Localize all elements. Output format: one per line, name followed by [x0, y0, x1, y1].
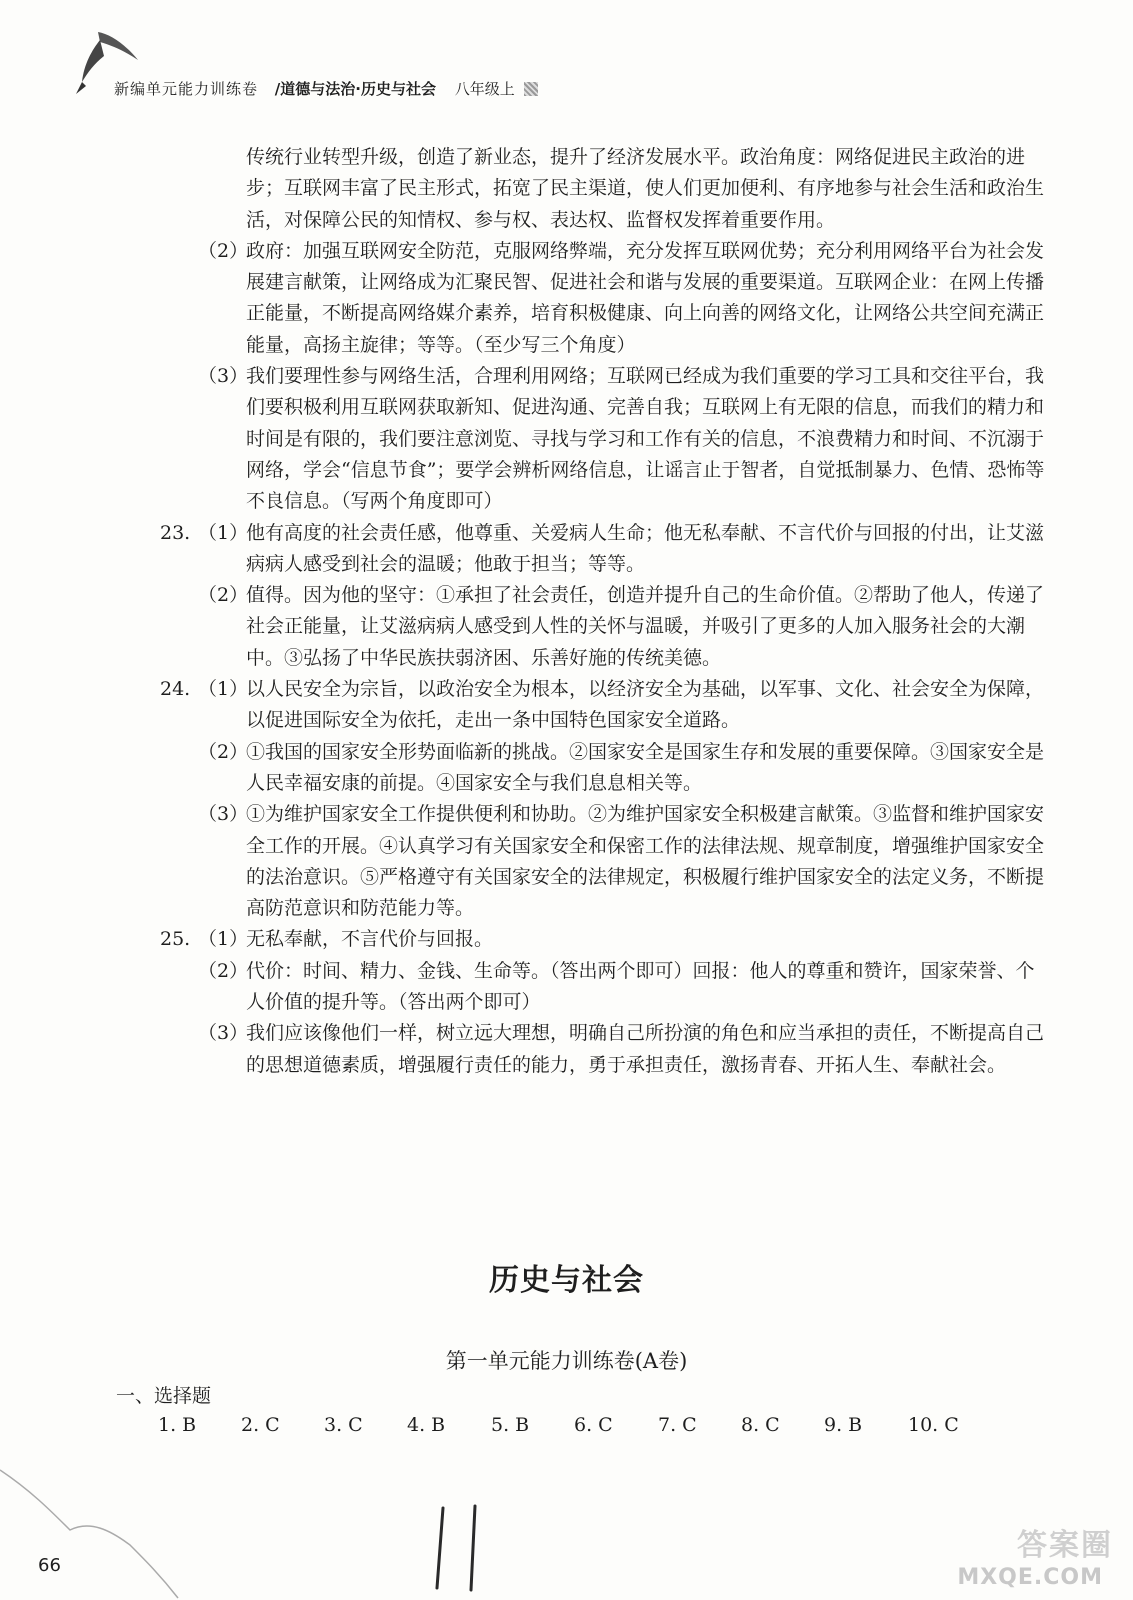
item-text: 代价：时间、精力、金钱、生命等。（答出两个即可）回报：他人的尊重和赞许，国家荣誉、个人价值的提升等。（答出两个即可） — [246, 959, 1035, 1014]
grade-label: 八年级上 — [454, 80, 515, 98]
question-type-heading: 一、选择题 — [116, 1385, 212, 1407]
handwritten-mark — [425, 1500, 505, 1595]
answer-key: 7. C — [658, 1414, 697, 1436]
question-number: 24. — [160, 678, 191, 701]
item-text: ①我国的国家安全形势面临新的挑战。②国家安全是国家生存和发展的重要保障。③国家安全是人民幸福安康的前提。④国家安全与我们息息相关等。 — [246, 740, 1045, 794]
answer-key: 2. C — [241, 1414, 280, 1436]
subject-title: /道德与法治·历史与社会 — [274, 80, 436, 98]
item-number: （1） — [198, 678, 249, 701]
answer-item — [160, 674, 1050, 737]
question-number: 25. — [160, 928, 191, 951]
answer-item — [160, 737, 1050, 800]
answer-key: 8. C — [741, 1414, 780, 1436]
answer-key: 9. B — [824, 1414, 863, 1436]
item-text: 我们应该像他们一样，树立远大理想，明确自己所扮演的角色和应当承担的责任，不断提高自己的思想道德素质，增强履行责任的能力，勇于承担责任，激扬青春、开拓人生、奉献社会。 — [246, 1022, 1045, 1076]
answer-key: 3. C — [324, 1414, 363, 1436]
answer-item — [160, 580, 1050, 674]
answer-item — [160, 518, 1050, 581]
item-number: （3） — [198, 803, 249, 826]
answer-item — [160, 956, 1050, 1019]
item-number: （2） — [198, 959, 249, 982]
answer-key: 6. C — [574, 1414, 613, 1436]
unit-title: 第一单元能力训练卷(A卷) — [445, 1349, 688, 1373]
item-text: 无私奉献，不言代价与回报。 — [246, 928, 494, 951]
item-text: ①为维护国家安全工作提供便利和协助。②为维护国家安全积极建言献策。③监督和维护国家安全工作的开展。④认真学习有关国家安全和保密工作的法律法规、规章制度，增强维护国家安全的法治意识。⑤严格遵守有关国家安全的法律规定，积极履行维护国家安全的法定义务，不断提高防范意识和防范能力等。 — [246, 803, 1045, 920]
item-number: （3） — [198, 1022, 249, 1045]
page-header — [70, 22, 630, 112]
item-number: （2） — [198, 740, 249, 763]
item-text: 他有高度的社会责任感，他尊重、关爱病人生命；他无私奉献、不言代价与回报的付出，让艾滋病病人感受到社会的温暖；他敢于担当；等等。 — [246, 521, 1045, 575]
book-title: 新编单元能力训练卷 — [114, 80, 259, 98]
watermark-url: MXQE.COM — [957, 1565, 1103, 1590]
item-number: （1） — [198, 521, 249, 544]
header-title — [114, 78, 538, 99]
answer-item — [160, 361, 1050, 517]
decorative-swoosh-icon — [0, 1450, 180, 1600]
answer-item — [160, 1018, 1050, 1081]
watermark — [953, 1520, 1113, 1590]
section-title: 历史与社会 — [489, 1263, 644, 1298]
item-number: （3） — [198, 365, 249, 388]
page-number: 66 — [38, 1555, 61, 1576]
item-text: 政府：加强互联网安全防范，克服网络弊端，充分发挥互联网优势；充分利用网络平台为社会发展建言献策，让网络成为汇聚民智、促进社会和谐与发展的重要渠道。互联网企业：在网上传播正能量，不断提高网络媒介素养，培育积极健康、向上向善的网络文化，让网络公共空间充满正能量，高扬主旋律；等等。（至少写三个角度） — [246, 239, 1045, 356]
item-number: （2） — [198, 584, 249, 607]
item-text: 值得。因为他的坚守：①承担了社会责任，创造并提升自己的生命价值。②帮助了他人，传递了社会正能量，让艾滋病病人感受到人性的关怀与温暖，并吸引了更多的人加入服务社会的大潮中。③弘扬了中华民族扶弱济困、乐善好施的传统美德。 — [246, 584, 1045, 669]
item-number: （1） — [198, 928, 249, 951]
item-text: 我们要理性参与网络生活，合理利用网络；互联网已经成为我们重要的学习工具和交往平台，我们要积极利用互联网获取新知、促进沟通、完善自我；互联网上有无限的信息，而我们的精力和时间是有限的，我们要注意浏览、寻找与学习和工作有关的信息，不浪费精力和时间、不沉溺于网络，学会“信息节食”；要学会辨析网络信息，让谣言止于智者，自觉抵制暴力、色情、恐怖等不良信息。（写两个角度即可） — [246, 365, 1045, 513]
item-number: （2） — [198, 239, 249, 262]
answer-key: 5. B — [491, 1414, 530, 1436]
watermark-text: 答案圈 — [1017, 1528, 1113, 1563]
answer-key: 10. C — [908, 1414, 959, 1436]
answer-item — [160, 236, 1050, 361]
item-text: 以人民安全为宗旨，以政治安全为根本，以经济安全为基础，以军事、文化、社会安全为保障，以促进国际安全为依托，走出一条中国特色国家安全道路。 — [246, 678, 1045, 732]
answer-key: 4. B — [407, 1414, 446, 1436]
answer-key: 1. B — [158, 1414, 197, 1436]
answer-item — [160, 799, 1050, 924]
grade-badge-icon — [524, 82, 538, 96]
question-number: 23. — [160, 521, 191, 544]
answer-content — [160, 142, 1050, 1081]
answer-item — [160, 924, 1050, 955]
answer-continuation: 传统行业转型升级，创造了新业态，提升了经济发展水平。政治角度：网络促进民主政治的进步；互联网丰富了民主形式，拓宽了民主渠道，使人们更加便利、有序地参与社会生活和政治生活，对保障公民的知情权、参与权、表达权、监督权发挥着重要作用。 — [246, 146, 1045, 231]
